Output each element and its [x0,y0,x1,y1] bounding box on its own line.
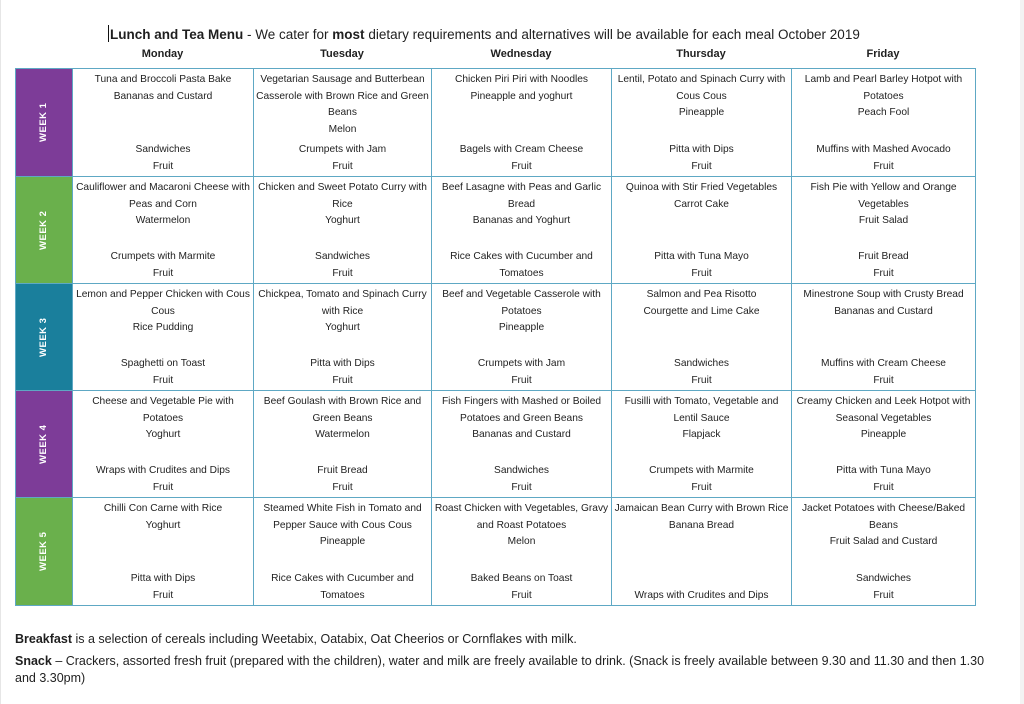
week-label-text: WEEK 3 [37,317,49,357]
week-label-text: WEEK 1 [37,102,49,143]
menu-cell-friday[interactable] [792,69,976,177]
menu-item: Fruit [691,481,712,493]
tea-items [434,142,609,175]
menu-item: Fish Fingers with Mashed or Boiled Potatoes and Green Beans [441,396,602,424]
menu-item: Baked Beans on Toast [470,573,573,584]
lunch-items [794,72,973,122]
lunch-items [256,72,429,138]
menu-item: Rice Cakes with Cucumber and Tomatoes [271,573,414,601]
menu-title[interactable] [108,25,860,42]
tea-items [256,463,429,496]
lunch-items [614,72,789,122]
snack-label: Snack [15,654,52,668]
menu-item: Pineapple and yoghurt [470,90,573,102]
menu-item: Rice Pudding [132,322,194,333]
menu-cell-monday[interactable] [73,498,254,606]
week-row [16,177,976,284]
menu-item: Creamy Chicken and Leek Hotpot with Seasonal Vegetables [796,396,971,424]
menu-cell-tuesday[interactable] [254,177,432,284]
menu-item: Quinoa with Stir Fried Vegetables [625,182,778,193]
menu-table [15,68,976,606]
week-label [16,391,73,498]
menu-cell-friday[interactable] [792,177,976,284]
menu-item: Fruit [332,160,353,172]
lunch-items [256,287,429,337]
tea-items [256,571,429,604]
week-label-text: WEEK 4 [37,424,49,464]
menu-item: Pitta with Dips [669,144,734,155]
lunch-items [614,501,789,534]
week-label [16,177,73,284]
breakfast-note [15,631,1005,648]
menu-item: Fish Pie with Yellow and Orange Vegetables [810,182,957,210]
tea-items [614,463,789,496]
menu-item: Pitta with Tuna Mayo [654,251,749,262]
menu-item: Lamb and Pearl Barley Hotpot with Potatoes [804,74,963,102]
menu-cell-thursday[interactable] [612,69,792,177]
menu-cell-thursday[interactable] [612,284,792,391]
menu-cell-monday[interactable] [73,177,254,284]
menu-item: Pineapple [319,536,366,547]
week-label-text: WEEK 2 [37,210,49,250]
menu-item: Cauliflower and Macaroni Cheese with Peas and Corn [76,182,250,210]
menu-cell-friday[interactable] [792,391,976,498]
menu-cell-friday[interactable] [792,498,976,606]
menu-item: Yoghurt [145,519,181,531]
lunch-items [256,394,429,444]
menu-item: Fruit Salad [858,215,909,226]
menu-item: Sandwiches [494,465,549,476]
menu-item: Fruit [152,374,174,386]
lunch-items [434,180,609,230]
tea-items [256,142,429,175]
menu-item: Crumpets with Marmite [649,465,754,476]
breakfast-text: is a selection of cereals including Weetabix, Oatabix, Oat Cheerios or Cornflakes with milk. [71,632,577,646]
menu-item: Fruit [873,267,894,279]
menu-item: Vegetarian Sausage and Butterbean Casserole with Brown Rice and Green Beans [256,74,429,118]
page-left-edge [0,0,1,704]
menu-item: Sandwiches [315,251,370,262]
menu-item: Watermelon [135,215,191,226]
menu-cell-thursday[interactable] [612,177,792,284]
lunch-items [794,501,973,551]
tea-items [794,142,973,175]
menu-item: Salmon and Pea Risotto [646,289,757,300]
menu-cell-tuesday[interactable] [254,391,432,498]
lunch-items [75,72,251,105]
menu-item: Flapjack [682,429,721,440]
menu-item: Fruit [873,160,894,172]
menu-item: Fruit [691,160,712,172]
menu-item: Crumpets with Jam [477,358,566,369]
menu-item: Bananas and Custard [472,429,571,440]
week-label [16,498,73,606]
tea-items [75,249,251,282]
menu-cell-thursday[interactable] [612,498,792,606]
lunch-items [794,394,973,444]
menu-item: Lemon and Pepper Chicken with Cous Cous [76,289,250,317]
day-header-monday: Monday [141,48,184,60]
menu-item: Pineapple [678,107,725,118]
menu-item: Crumpets with Jam [298,144,387,155]
menu-item: Melon [328,123,357,135]
menu-item: Chilli Con Carne with Rice [103,503,223,514]
menu-item: Fruit [511,481,532,493]
menu-item: Fruit [511,589,532,601]
menu-item: Lentil, Potato and Spinach Curry with Cous Cous [617,74,786,102]
menu-item: Fruit Bread [317,465,368,476]
menu-item: Beef and Vegetable Casserole with Potatoes [442,289,601,317]
menu-item: Fusilli with Tomato, Vegetable and Lentil Sauce [624,396,779,424]
menu-item: Fruit [152,481,174,493]
menu-item: Bagels with Cream Cheese [459,144,584,155]
menu-cell-monday[interactable] [73,391,254,498]
menu-item: Fruit [873,374,894,386]
title-bold-most: most [332,27,365,42]
menu-item: Chicken and Sweet Potato Curry with Rice [258,182,427,210]
menu-item: Fruit [691,267,712,279]
menu-item: Rice Cakes with Cucumber and Tomatoes [450,251,593,279]
menu-item: Fruit [511,374,532,386]
breakfast-label: Breakfast [15,632,72,646]
menu-item: Pitta with Tuna Mayo [836,465,931,476]
menu-item: Fruit [511,160,532,172]
menu-item: Steamed White Fish in Tomato and Pepper Sauce with Cous Cous [263,503,422,531]
day-header-tuesday: Tuesday [320,48,364,60]
lunch-items [434,287,609,337]
tea-items [75,463,251,496]
menu-item: Bananas and Custard [834,305,933,317]
tea-items [434,249,609,282]
menu-item: Courgette and Lime Cake [643,305,760,317]
menu-item: Carrot Cake [674,198,729,210]
week-row [16,69,976,177]
week-label [16,284,73,391]
tea-items [614,356,789,389]
menu-item: Pitta with Dips [130,573,196,584]
tea-items [794,356,973,389]
menu-item: Spaghetti on Toast [120,358,206,369]
tea-items [434,356,609,389]
lunch-items [75,501,251,534]
title-text-1: - We cater for [243,27,333,42]
menu-item: Fruit [873,481,894,493]
menu-item: Fruit [332,481,353,493]
tea-items [794,249,973,282]
tea-items [614,142,789,175]
menu-item: Beef Goulash with Brown Rice and Green Beans [263,396,422,424]
tea-items [256,356,429,389]
menu-cell-wednesday[interactable] [432,498,612,606]
menu-cell-wednesday[interactable] [432,177,612,284]
menu-cell-monday[interactable] [73,69,254,177]
menu-cell-thursday[interactable] [612,391,792,498]
menu-item: Fruit [152,267,174,279]
menu-item: Wraps with Crudites and Dips [634,589,769,601]
menu-item: Fruit Bread [858,251,909,262]
tea-items [434,571,609,604]
tea-items [794,463,973,496]
menu-item: Pitta with Dips [310,358,375,369]
menu-item: Fruit [332,374,353,386]
menu-item: Pineapple [860,429,907,440]
week-row [16,284,976,391]
lunch-items [434,501,609,551]
menu-item: Fruit [152,589,174,601]
snack-text: – Crackers, assorted fresh fruit (prepared with the children), water and milk are freely available to drink. (Snack is freely available between 9.30 and 11.30 and then 1.30 and 3.30pm) [15,654,985,685]
menu-item: Chickpea, Tomato and Spinach Curry with Rice [258,289,427,317]
lunch-items [256,501,429,551]
title-bold-lunch: Lunch and Tea Menu [110,27,244,42]
text-cursor [108,25,109,42]
menu-item: Wraps with Crudites and Dips [96,465,230,476]
menu-item: Fruit [873,589,894,601]
menu-item: Muffins with Mashed Avocado [816,144,951,155]
lunch-items [794,180,973,230]
menu-item: Jacket Potatoes with Cheese/Baked Beans [801,503,966,531]
menu-item: Yoghurt [325,322,360,333]
menu-item: Bananas and Yoghurt [472,215,571,226]
lunch-items [794,287,973,320]
tea-items [614,588,789,605]
lunch-items [256,180,429,230]
menu-item: Crumpets with Marmite [110,251,216,262]
menu-item: Fruit [152,160,174,172]
menu-item: Beef Lasagne with Peas and Garlic Bread [441,182,602,210]
menu-item: Yoghurt [325,215,360,226]
menu-item: Chicken Piri Piri with Noodles [454,74,589,85]
menu-item: Jamaican Bean Curry with Brown Rice [614,503,789,514]
tea-items [75,356,251,389]
snack-note [15,653,1005,687]
day-header-thursday: Thursday [676,48,726,60]
menu-item: Cheese and Vegetable Pie with Potatoes [92,396,234,424]
menu-item: Yoghurt [145,429,181,440]
lunch-items [434,72,609,105]
lunch-items [614,287,789,320]
lunch-items [614,180,789,213]
tea-items [434,463,609,496]
week-label-text: WEEK 5 [37,531,49,572]
lunch-items [75,180,251,230]
menu-cell-wednesday[interactable] [432,391,612,498]
menu-cell-tuesday[interactable] [254,498,432,606]
lunch-items [75,394,251,444]
menu-item: Fruit [332,267,353,279]
tea-items [75,571,251,604]
menu-cell-tuesday[interactable] [254,284,432,391]
menu-cell-tuesday[interactable] [254,69,432,177]
tea-items [794,571,973,604]
week-row [16,498,976,606]
page-right-margin [1020,0,1024,704]
menu-item: Peach Fool [857,107,910,118]
menu-item: Sandwiches [674,358,729,369]
menu-cell-wednesday[interactable] [432,284,612,391]
menu-item: Melon [507,536,536,547]
menu-item: Minestrone Soup with Crusty Bread [803,289,964,300]
menu-item: Sandwiches [856,573,911,584]
title-text-2: dietary requirements and alternatives will be available for each meal October 2019 [364,27,860,42]
menu-cell-wednesday[interactable] [432,69,612,177]
tea-items [256,249,429,282]
lunch-items [434,394,609,444]
tea-items [75,142,251,175]
menu-item: Muffins with Cream Cheese [821,358,946,369]
lunch-items [75,287,251,337]
menu-item: Sandwiches [135,144,191,155]
menu-item: Tuna and Broccoli Pasta Bake [94,74,232,85]
menu-item: Fruit Salad and Custard [829,536,938,547]
tea-items [614,249,789,282]
menu-item: Roast Chicken with Vegetables, Gravy and Roast Potatoes [434,503,609,531]
day-header-friday: Friday [866,48,900,60]
menu-item: Banana Bread [668,519,735,531]
lunch-items [614,394,789,444]
menu-cell-friday[interactable] [792,284,976,391]
day-header-wednesday: Wednesday [490,48,552,60]
menu-item: Fruit [691,374,712,386]
menu-item: Bananas and Custard [113,90,213,102]
week-label [16,69,73,177]
menu-item: Pineapple [498,322,545,333]
menu-item: Watermelon [315,429,370,440]
menu-cell-monday[interactable] [73,284,254,391]
week-row [16,391,976,498]
